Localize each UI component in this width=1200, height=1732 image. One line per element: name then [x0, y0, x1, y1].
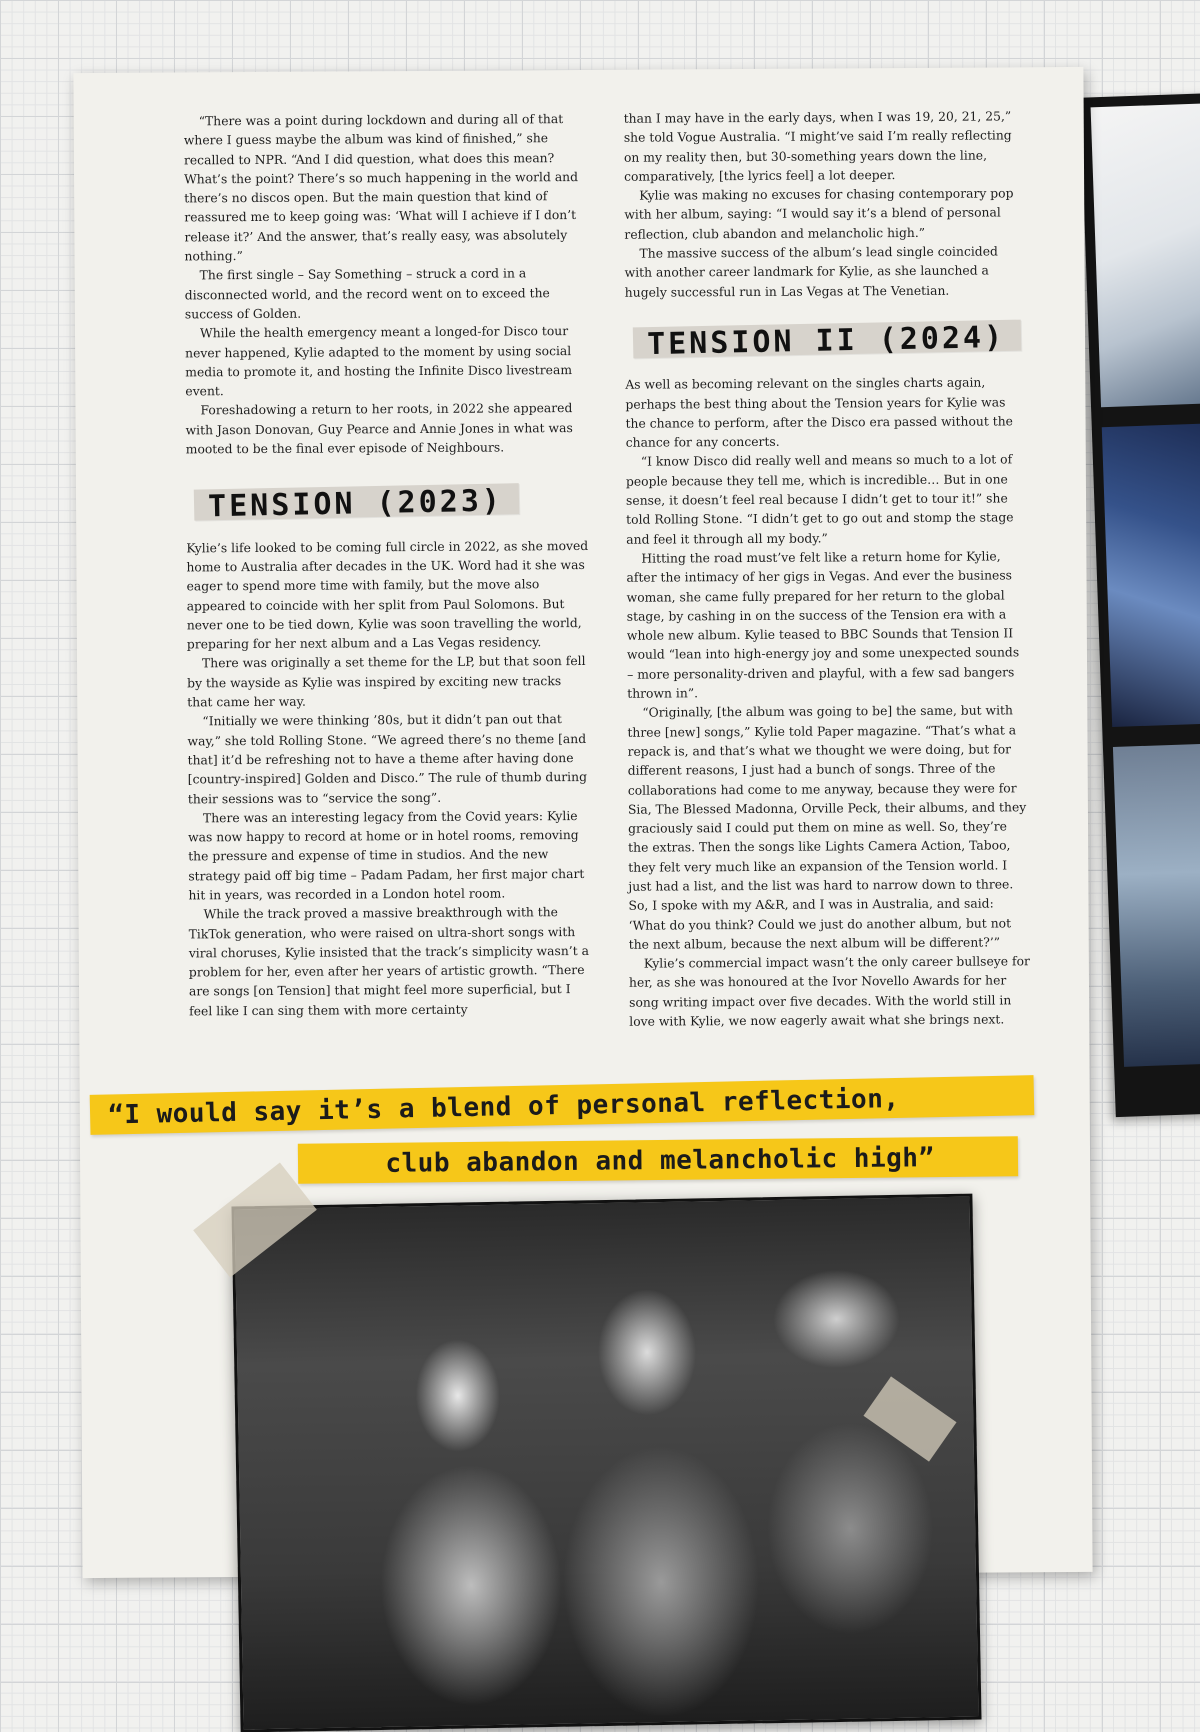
- paragraph: While the health emergency meant a longed-for Disco tour never happened, Kylie adapted to the moment by using social media to promote it, and hosting the Infinite Disco livestream event.: [185, 324, 573, 399]
- side-photo-3: [1113, 742, 1200, 1066]
- paragraph: than I may have in the early days, when I was 19, 20, 21, 25,” she told Vogue Australia. “I might’ve said I’m really reflecting on my reality then, but 30-something years down the line, comparatively, [the lyrics feel] a lot deeper.: [623, 109, 1012, 184]
- paragraph: Kylie’s life looked to be coming full circle in 2022, as she moved home to Australia after decades in the UK. Word had it she was eager to spend more time with family, but the move also appeared to coincide with her split from Paul Solomons. But never one to be tied down, Kylie was soon travelling the world, preparing for her next album and a Las Vegas residency.: [186, 538, 589, 652]
- pull-quote-line-1: “I would say it’s a blend of personal reflection,: [90, 1075, 1035, 1135]
- pull-quote-line-2: club abandon and melancholic high”: [298, 1136, 1018, 1184]
- paragraph: “There was a point during lockdown and during all of that where I guess maybe the album was kind of finished,” she recalled to NPR. “And I did question, what does this mean? What’s the point? There’s so much happening in the world and there’s no discos open. But the main question that kind of reassured me to keep going was: ‘What will I achieve if I don’t release it?’ And the answer, that’s really easy, was absolutely nothing.”: [183, 112, 579, 264]
- paragraph: There was an interesting legacy from the Covid years: Kylie was now happy to record at home or in hotel rooms, removing the pressure and expense of time in studios. And the new strategy paid off big time – Padam Padam, her first major chart hit in years, was recorded in a London hotel room.: [188, 808, 585, 903]
- paragraph: “I know Disco did really well and means so much to a lot of people because they tell me, which is incredible… But in one sense, it doesn’t feel real because I didn’t get to tour it!” she told Rolling Stone. “I didn’t get to go out and stomp the stage and feel it through all my body.”: [625, 452, 1014, 547]
- party-photo: [231, 1194, 981, 1732]
- paragraph: Foreshadowing a return to her roots, in 2022 she appeared with Jason Donovan, Guy Pearce and Annie Jones in what was mooted to be the final ever episode of Neighbours.: [185, 401, 573, 457]
- paragraph: Hitting the road must’ve felt like a return home for Kylie, after the intimacy of her gigs in Vegas. And ever the business woman, she came fully prepared for her return to the global stage, by cashing in on the success of the Tension era with a whole new album. Kylie teased to BBC Sounds that Tension II would “lean into high-energy joy and some unexpected sounds – more personality-driven and playful, with a few sad bangers thrown in”.: [626, 549, 1020, 701]
- side-photo-strip: [1080, 93, 1200, 1117]
- section-heading-tension: TENSION (2023): [194, 483, 519, 521]
- side-photo-2: [1102, 423, 1200, 727]
- section-heading-tension-ii: TENSION II (2024): [633, 320, 1022, 359]
- right-column: [624, 107, 1032, 1032]
- paragraph: The first single – Say Something – struck a cord in a disconnected world, and the record went on to exceed the success of Golden.: [184, 266, 550, 322]
- paragraph: The massive success of the album’s lead single coincided with another career landmark for Kylie, as she launched a hugely successful run in Las Vegas at The Venetian.: [624, 244, 998, 300]
- paragraph: Kylie was making no excuses for chasing contemporary pop with her album, saying: “I would say it’s a blend of personal reflection, club abandon and melancholic high.”: [624, 186, 1014, 242]
- left-column: [184, 110, 592, 1022]
- paragraph: While the track proved a massive breakthrough with the TikTok generation, who were raised on ultra-short songs with viral choruses, Kylie insisted that the track’s simplicity wasn’t a problem for her, even after her years of artistic growth. “There are songs [on Tension] that might feel more superficial, but I feel like I can sing them with more certainty: [188, 905, 589, 1019]
- paragraph: “Initially we were thinking ’80s, but it didn’t pan out that way,” she told Rolling Stone. “We agreed there’s no theme [and that] it’d be refreshing not to have a theme after having done [country-inspired] Golden and Disco.” The rule of thumb during their sessions was to “service the song”.: [187, 712, 588, 806]
- paragraph: “Originally, [the album was going to be] the same, but with three [new] songs,” Kylie told Paper magazine. “That’s what a repack is, and that’s what we thought we were doing, but for different reasons, I just had a bunch of songs. Three of the collaborations had come to me anyway, because they were for Sia, The Blessed Madonna, Orville Peck, their albums, and they graciously said I could put them on mine as well. So, they’re the extras. Then the songs like Lights Camera Action, Taboo, they felt very much like an expansion of the Tension world. I just had a list, and the list was hard to narrow down to three. So, I spoke with my A&R, and I was in Australia, and said: ‘What do you think? Could we just do another album, but not the next album, because the next album will be different?’”: [627, 703, 1027, 952]
- paragraph: As well as becoming relevant on the singles charts again, perhaps the best thing about the Tension years for Kylie was the chance to perform, after the Disco era passed without the chance for any concerts.: [625, 375, 1013, 450]
- paragraph: Kylie’s commercial impact wasn’t the only career bullseye for her, as she was honoured at the Ivor Novello Awards for her song writing impact over five decades. With the world still in love with Kylie, we now eagerly await what she brings next.: [628, 954, 1030, 1029]
- side-photo-1: [1091, 103, 1200, 407]
- paragraph: There was originally a set theme for the LP, but that soon fell by the wayside as Kylie was inspired by exciting new tracks that came her way.: [187, 654, 586, 710]
